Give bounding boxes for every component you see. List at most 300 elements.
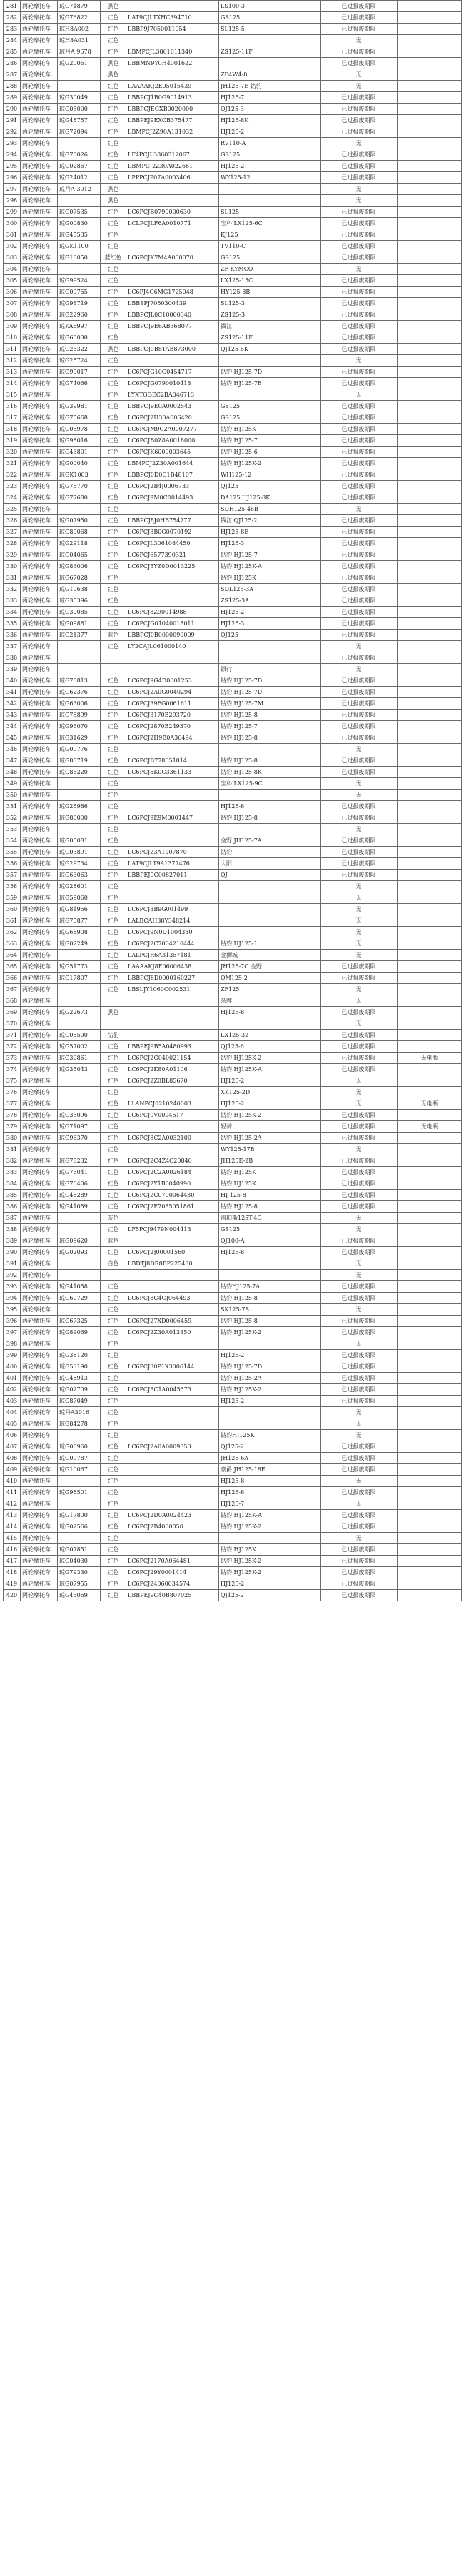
vehicle-color-cell: 红色 — [101, 904, 126, 915]
vehicle-color-cell: 红色 — [101, 835, 126, 847]
vin-cell: LC6PCJB0Z8A0018000 — [126, 435, 219, 447]
remark-cell — [398, 1338, 462, 1350]
plate-number-cell: 琼G77680 — [58, 492, 101, 504]
row-number-cell: 384 — [4, 1178, 21, 1190]
vin-cell: LBBPEJ9C40B807025 — [126, 1590, 219, 1601]
vehicle-type-cell: 两轮摩托车 — [21, 538, 58, 549]
plate-number-cell — [58, 950, 101, 961]
status-cell: 已过报废期限 — [321, 1350, 398, 1361]
status-cell: 已过报废期限 — [321, 1064, 398, 1075]
plate-number-cell — [58, 652, 101, 664]
row-number-cell: 375 — [4, 1075, 21, 1087]
vehicle-color-cell: 红色 — [101, 1556, 126, 1567]
vin-cell: LC6PCJ9M0C0014493 — [126, 492, 219, 504]
vehicle-color-cell: 红色 — [101, 389, 126, 401]
plate-number-cell: 琼G87049 — [58, 1396, 101, 1407]
vin-cell: LC6PCJ2170A064481 — [126, 1556, 219, 1567]
remark-cell — [398, 549, 462, 561]
status-cell: 已过报废期限 — [321, 698, 398, 710]
status-cell: 已过报废期限 — [321, 1567, 398, 1578]
model-cell: HJ125-2 — [219, 1098, 321, 1110]
remark-cell — [398, 58, 462, 69]
vehicle-type-cell: 两轮摩托车 — [21, 1098, 58, 1110]
remark-cell — [398, 527, 462, 538]
table-row — [4, 1224, 462, 1235]
row-number-cell: 322 — [4, 469, 21, 481]
vin-cell — [126, 1018, 219, 1030]
table-row — [4, 1533, 462, 1544]
vehicle-type-cell: 两轮摩托车 — [21, 767, 58, 778]
table-row — [4, 641, 462, 652]
row-number-cell: 380 — [4, 1133, 21, 1144]
remark-cell — [398, 824, 462, 835]
vehicle-color-cell: 红色 — [101, 1407, 126, 1418]
row-number-cell: 395 — [4, 1304, 21, 1316]
vin-cell: LC6PCJ9E9M0001447 — [126, 812, 219, 824]
status-cell: 无 — [321, 824, 398, 835]
table-row — [4, 1281, 462, 1293]
plate-number-cell: 琼G41058 — [58, 1281, 101, 1293]
row-number-cell: 304 — [4, 264, 21, 275]
table-row — [4, 721, 462, 732]
remark-cell — [398, 309, 462, 321]
status-cell: 无 — [321, 950, 398, 961]
status-cell: 已过报废期限 — [321, 435, 398, 447]
vehicle-color-cell: 红色 — [101, 1464, 126, 1476]
vehicle-type-cell: 两轮摩托车 — [21, 721, 58, 732]
vehicle-type-cell: 两轮摩托车 — [21, 572, 58, 584]
row-number-cell: 397 — [4, 1327, 21, 1338]
row-number-cell: 387 — [4, 1213, 21, 1224]
status-cell: 已过报废期限 — [321, 126, 398, 138]
vin-cell — [126, 264, 219, 275]
plate-number-cell: 琼G04065 — [58, 549, 101, 561]
status-cell: 无 — [321, 927, 398, 938]
table-row — [4, 1167, 462, 1178]
row-number-cell: 385 — [4, 1190, 21, 1201]
model-cell — [219, 355, 321, 367]
model-cell: SDL125-3A — [219, 584, 321, 595]
status-cell: 已过报废期限 — [321, 367, 398, 378]
vehicle-color-cell: 黑色 — [101, 344, 126, 355]
remark-cell — [398, 1498, 462, 1510]
vehicle-color-cell: 红色 — [101, 332, 126, 344]
status-cell: 无 — [321, 1144, 398, 1155]
model-cell: 南珀斯125T-4G — [219, 1213, 321, 1224]
table-row — [4, 229, 462, 241]
status-cell: 已过报废期限 — [321, 1396, 398, 1407]
vin-cell: LCLPCJLF6A0010771 — [126, 218, 219, 229]
model-cell: 钻豹 HJ125K-A — [219, 1064, 321, 1075]
remark-cell — [398, 161, 462, 172]
status-cell: 无 — [321, 1304, 398, 1316]
status-cell: 已过报废期限 — [321, 58, 398, 69]
vehicle-type-cell: 两轮摩托车 — [21, 995, 58, 1007]
plate-number-cell: 琼G57002 — [58, 1041, 101, 1053]
status-cell: 已过报废期限 — [321, 104, 398, 115]
vehicle-color-cell: 红色 — [101, 81, 126, 92]
status-cell: 已过报废期限 — [321, 549, 398, 561]
model-cell: 钻豹 HJ125-7D — [219, 367, 321, 378]
vin-cell: LF4PCJL3860312067 — [126, 149, 219, 161]
plate-number-cell — [58, 1338, 101, 1350]
plate-number-cell — [58, 1018, 101, 1030]
row-number-cell: 418 — [4, 1567, 21, 1578]
table-row — [4, 1567, 462, 1578]
row-number-cell: 307 — [4, 298, 21, 309]
vehicle-color-cell: 红色 — [101, 950, 126, 961]
vin-cell: LC6PCJ3B0G0070192 — [126, 527, 219, 538]
plate-number-cell: 琼G60030 — [58, 332, 101, 344]
vin-cell: LC6PCJ0V0004617 — [126, 1110, 219, 1121]
status-cell: 已过报废期限 — [321, 1247, 398, 1258]
vin-cell — [126, 1396, 219, 1407]
model-cell: 钻豹 HJ125K — [219, 1178, 321, 1190]
vin-cell: LC6PCJ24060034574 — [126, 1578, 219, 1590]
model-cell — [219, 58, 321, 69]
status-cell: 已过报废期限 — [321, 1453, 398, 1464]
vehicle-color-cell: 红色 — [101, 504, 126, 515]
vin-cell: LC6PCJ2C0700064430 — [126, 1190, 219, 1201]
row-number-cell: 388 — [4, 1224, 21, 1235]
remark-cell — [398, 1190, 462, 1201]
plate-number-cell: 琼G07851 — [58, 1544, 101, 1556]
remark-cell — [398, 984, 462, 995]
plate-number-cell: 琼G78813 — [58, 675, 101, 687]
row-number-cell: 294 — [4, 149, 21, 161]
model-cell: GS125 — [219, 149, 321, 161]
remark-cell — [398, 767, 462, 778]
remark-cell — [398, 973, 462, 984]
remark-cell — [398, 241, 462, 252]
vin-cell: LBBP9J7050011054 — [126, 24, 219, 35]
vehicle-type-cell: 两轮摩托车 — [21, 1510, 58, 1521]
row-number-cell: 321 — [4, 458, 21, 469]
row-number-cell: 396 — [4, 1316, 21, 1327]
status-cell: 无 — [321, 1018, 398, 1030]
model-cell: SL125-5 — [219, 24, 321, 35]
row-number-cell: 359 — [4, 892, 21, 904]
row-number-cell: 369 — [4, 1007, 21, 1018]
vehicle-color-cell: 红色 — [101, 207, 126, 218]
status-cell: 已过报废期限 — [321, 1293, 398, 1304]
status-cell: 已过报废期限 — [321, 469, 398, 481]
status-cell: 已过报废期限 — [321, 515, 398, 527]
vehicle-color-cell: 红色 — [101, 1590, 126, 1601]
plate-number-cell: 琼G09881 — [58, 618, 101, 630]
row-number-cell: 326 — [4, 515, 21, 527]
plate-number-cell: 琼G78232 — [58, 1155, 101, 1167]
status-cell: 无 — [321, 1476, 398, 1487]
vehicle-color-cell: 红色 — [101, 595, 126, 607]
vin-cell: LC6PCJ5YZ0D0013225 — [126, 561, 219, 572]
vehicle-type-cell: 两轮摩托车 — [21, 515, 58, 527]
status-cell: 已过报废期限 — [321, 1544, 398, 1556]
vin-cell: LY2CAJL061000140 — [126, 641, 219, 652]
row-number-cell: 299 — [4, 207, 21, 218]
vehicle-type-cell: 两轮摩托车 — [21, 1224, 58, 1235]
row-number-cell: 320 — [4, 447, 21, 458]
table-row — [4, 126, 462, 138]
table-row — [4, 389, 462, 401]
model-cell: QJ — [219, 870, 321, 881]
vehicle-type-cell: 两轮摩托车 — [21, 1453, 58, 1464]
vehicle-color-cell: 黑色 — [101, 1, 126, 12]
vin-cell — [126, 995, 219, 1007]
model-cell: HJ125-2 — [219, 126, 321, 138]
vin-cell: LPPPCJP07A0003406 — [126, 172, 219, 184]
remark-cell — [398, 1293, 462, 1304]
status-cell: 已过报废期限 — [321, 1510, 398, 1521]
model-cell: LS100-3 — [219, 1, 321, 12]
vehicle-type-cell: 两轮摩托车 — [21, 641, 58, 652]
plate-number-cell: 琼G31629 — [58, 732, 101, 744]
vin-cell: LC6PCJ9G4D0001253 — [126, 675, 219, 687]
vin-cell: LC6PCJ2C7004210444 — [126, 938, 219, 950]
table-row — [4, 401, 462, 412]
table-row — [4, 1361, 462, 1373]
plate-number-cell — [58, 1087, 101, 1098]
status-cell: 已过报废期限 — [321, 618, 398, 630]
model-cell: HJ125-7 — [219, 1498, 321, 1510]
table-row — [4, 58, 462, 69]
remark-cell — [398, 835, 462, 847]
vehicle-color-cell: 红色 — [101, 355, 126, 367]
vin-cell: LC6PCJ30P1X3006144 — [126, 1361, 219, 1373]
remark-cell — [398, 995, 462, 1007]
table-row — [4, 1453, 462, 1464]
table-row — [4, 115, 462, 126]
vin-cell: LC6PCJ2C4Z4C20840 — [126, 1155, 219, 1167]
row-number-cell: 401 — [4, 1373, 21, 1384]
table-row — [4, 1327, 462, 1338]
row-number-cell: 358 — [4, 881, 21, 892]
plate-number-cell: 琼G68908 — [58, 927, 101, 938]
table-row — [4, 687, 462, 698]
vin-cell: LAT9CJLTXHC394710 — [126, 12, 219, 24]
model-cell: 钻豹 — [219, 847, 321, 858]
vin-cell: LC6PCJG10G0454717 — [126, 367, 219, 378]
plate-number-cell: 琼丹A 3012 — [58, 184, 101, 195]
vehicle-color-cell: 红色 — [101, 424, 126, 435]
vin-cell: LC6PCJ9N0D1004330 — [126, 927, 219, 938]
table-row — [4, 504, 462, 515]
model-cell — [219, 881, 321, 892]
vehicle-type-cell: 两轮摩托车 — [21, 1350, 58, 1361]
remark-cell — [398, 1247, 462, 1258]
row-number-cell: 398 — [4, 1338, 21, 1350]
model-cell — [219, 1270, 321, 1281]
plate-number-cell — [58, 1224, 101, 1235]
status-cell: 已过报废期限 — [321, 1121, 398, 1133]
vehicle-color-cell: 红色 — [101, 881, 126, 892]
vehicle-color-cell: 红色 — [101, 378, 126, 389]
vin-cell — [126, 881, 219, 892]
remark-cell — [398, 1304, 462, 1316]
table-row — [4, 1075, 462, 1087]
remark-cell: 无电瓶 — [398, 1121, 462, 1133]
row-number-cell: 318 — [4, 424, 21, 435]
vin-cell — [126, 1544, 219, 1556]
vehicle-color-cell: 红色 — [101, 1304, 126, 1316]
model-cell: LX125-15C — [219, 275, 321, 287]
row-number-cell: 325 — [4, 504, 21, 515]
plate-number-cell: 琼G89068 — [58, 527, 101, 538]
table-row — [4, 527, 462, 538]
status-cell: 无 — [321, 81, 398, 92]
plate-number-cell — [58, 790, 101, 801]
table-row — [4, 607, 462, 618]
table-row — [4, 92, 462, 104]
model-cell: 钻豹 HJ125-7D — [219, 687, 321, 698]
table-row — [4, 195, 462, 207]
model-cell: 钻豹HJ125-7A — [219, 1281, 321, 1293]
status-cell: 无 — [321, 389, 398, 401]
table-row — [4, 355, 462, 367]
row-number-cell: 313 — [4, 367, 21, 378]
vehicle-type-cell: 两轮摩托车 — [21, 824, 58, 835]
status-cell: 已过报废期限 — [321, 812, 398, 824]
vehicle-color-cell — [101, 1018, 126, 1030]
remark-cell — [398, 81, 462, 92]
vehicle-color-cell: 红色 — [101, 172, 126, 184]
vehicle-color-cell: 红色 — [101, 298, 126, 309]
model-cell: ZS125-3 — [219, 309, 321, 321]
table-row — [4, 367, 462, 378]
plate-number-cell: 琼G76041 — [58, 1167, 101, 1178]
table-row — [4, 892, 462, 904]
remark-cell — [398, 1418, 462, 1430]
table-row — [4, 412, 462, 424]
vehicle-type-cell: 两轮摩托车 — [21, 104, 58, 115]
remark-cell — [398, 721, 462, 732]
row-number-cell: 409 — [4, 1464, 21, 1476]
remark-cell — [398, 1133, 462, 1144]
vin-cell: LC6PCJ23A1007870 — [126, 847, 219, 858]
remark-cell — [398, 401, 462, 412]
vin-cell: LC6PCJ2H30A006420 — [126, 412, 219, 424]
plate-number-cell: 琼G43801 — [58, 447, 101, 458]
vehicle-type-cell: 两轮摩托车 — [21, 1407, 58, 1418]
remark-cell — [398, 961, 462, 973]
table-row — [4, 24, 462, 35]
vehicle-type-cell: 两轮摩托车 — [21, 1430, 58, 1441]
model-cell: 钻豹 HJ125K-2 — [219, 1110, 321, 1121]
status-cell: 无 — [321, 1087, 398, 1098]
status-cell: 已过报废期限 — [321, 630, 398, 641]
model-cell: HJ125-8E — [219, 527, 321, 538]
remark-cell — [398, 1441, 462, 1453]
status-cell: 无 — [321, 984, 398, 995]
vin-cell: LBBPCJEGXB0020000 — [126, 104, 219, 115]
model-cell — [219, 790, 321, 801]
table-row — [4, 835, 462, 847]
vehicle-color-cell: 红色 — [101, 767, 126, 778]
row-number-cell: 361 — [4, 915, 21, 927]
plate-number-cell — [58, 995, 101, 1007]
row-number-cell: 297 — [4, 184, 21, 195]
remark-cell — [398, 424, 462, 435]
vehicle-color-cell: 红色 — [101, 1316, 126, 1327]
plate-number-cell: 琼G71879 — [58, 1, 101, 12]
remark-cell — [398, 492, 462, 504]
remark-cell — [398, 1533, 462, 1544]
plate-number-cell: 琼G20061 — [58, 58, 101, 69]
vin-cell: LYXTGGEC2BA046713 — [126, 389, 219, 401]
plate-number-cell: 琼G00830 — [58, 218, 101, 229]
vin-cell — [126, 652, 219, 664]
vehicle-color-cell: 红色 — [101, 1384, 126, 1396]
vin-cell: LBMPCJ2Z30A001644 — [126, 458, 219, 469]
row-number-cell: 336 — [4, 630, 21, 641]
row-number-cell: 339 — [4, 664, 21, 675]
plate-number-cell: 琼G70406 — [58, 1178, 101, 1190]
vin-cell — [126, 1030, 219, 1041]
status-cell: 已过报废期限 — [321, 1487, 398, 1498]
status-cell: 已过报废期限 — [321, 835, 398, 847]
vehicle-type-cell: 两轮摩托车 — [21, 58, 58, 69]
status-cell: 已过报废期限 — [321, 1178, 398, 1190]
table-row — [4, 447, 462, 458]
status-cell: 已过报废期限 — [321, 1384, 398, 1396]
vehicle-type-cell: 两轮摩托车 — [21, 1578, 58, 1590]
vehicle-type-cell: 两轮摩托车 — [21, 687, 58, 698]
model-cell: QJ125-2 — [219, 1590, 321, 1601]
model-cell: 杂牌 — [219, 995, 321, 1007]
vehicle-color-cell: 黑色 — [101, 58, 126, 69]
vin-cell: LC6PCJ2A0A0009350 — [126, 1441, 219, 1453]
table-row — [4, 1178, 462, 1190]
row-number-cell: 298 — [4, 195, 21, 207]
vin-cell: LC6PCJ2G040021154 — [126, 1053, 219, 1064]
plate-number-cell: 琼G41059 — [58, 1201, 101, 1213]
row-number-cell: 405 — [4, 1418, 21, 1430]
vin-cell — [126, 1464, 219, 1476]
vin-cell — [126, 275, 219, 287]
vin-cell — [126, 1121, 219, 1133]
remark-cell — [398, 69, 462, 81]
vehicle-type-cell: 两轮摩托车 — [21, 1590, 58, 1601]
plate-number-cell — [58, 1476, 101, 1487]
vin-cell — [126, 1373, 219, 1384]
remark-cell — [398, 412, 462, 424]
vehicle-type-cell: 两轮摩托车 — [21, 698, 58, 710]
plate-number-cell: 琼G02867 — [58, 161, 101, 172]
vehicle-type-cell: 两轮摩托车 — [21, 469, 58, 481]
vin-cell: LBMPCJ2Z90A131032 — [126, 126, 219, 138]
vehicle-type-cell: 两轮摩托车 — [21, 298, 58, 309]
remark-cell — [398, 915, 462, 927]
model-cell: 钻豹 HJ125-8 — [219, 812, 321, 824]
plate-number-cell: 琼G53190 — [58, 1361, 101, 1373]
plate-number-cell: 琼G75877 — [58, 915, 101, 927]
table-row — [4, 618, 462, 630]
row-number-cell: 366 — [4, 973, 21, 984]
model-cell — [219, 915, 321, 927]
model-cell: QM125-2 — [219, 973, 321, 984]
vehicle-color-cell: 红色 — [101, 721, 126, 732]
model-cell: HJ125-8 — [219, 801, 321, 812]
row-number-cell: 287 — [4, 69, 21, 81]
row-number-cell: 410 — [4, 1476, 21, 1487]
status-cell: 已过报废期限 — [321, 755, 398, 767]
vehicle-color-cell: 红色 — [101, 1167, 126, 1178]
status-cell: 无 — [321, 904, 398, 915]
vin-cell — [126, 835, 219, 847]
model-cell: 银行 — [219, 664, 321, 675]
row-number-cell: 415 — [4, 1533, 21, 1544]
vehicle-type-cell: 两轮摩托车 — [21, 915, 58, 927]
